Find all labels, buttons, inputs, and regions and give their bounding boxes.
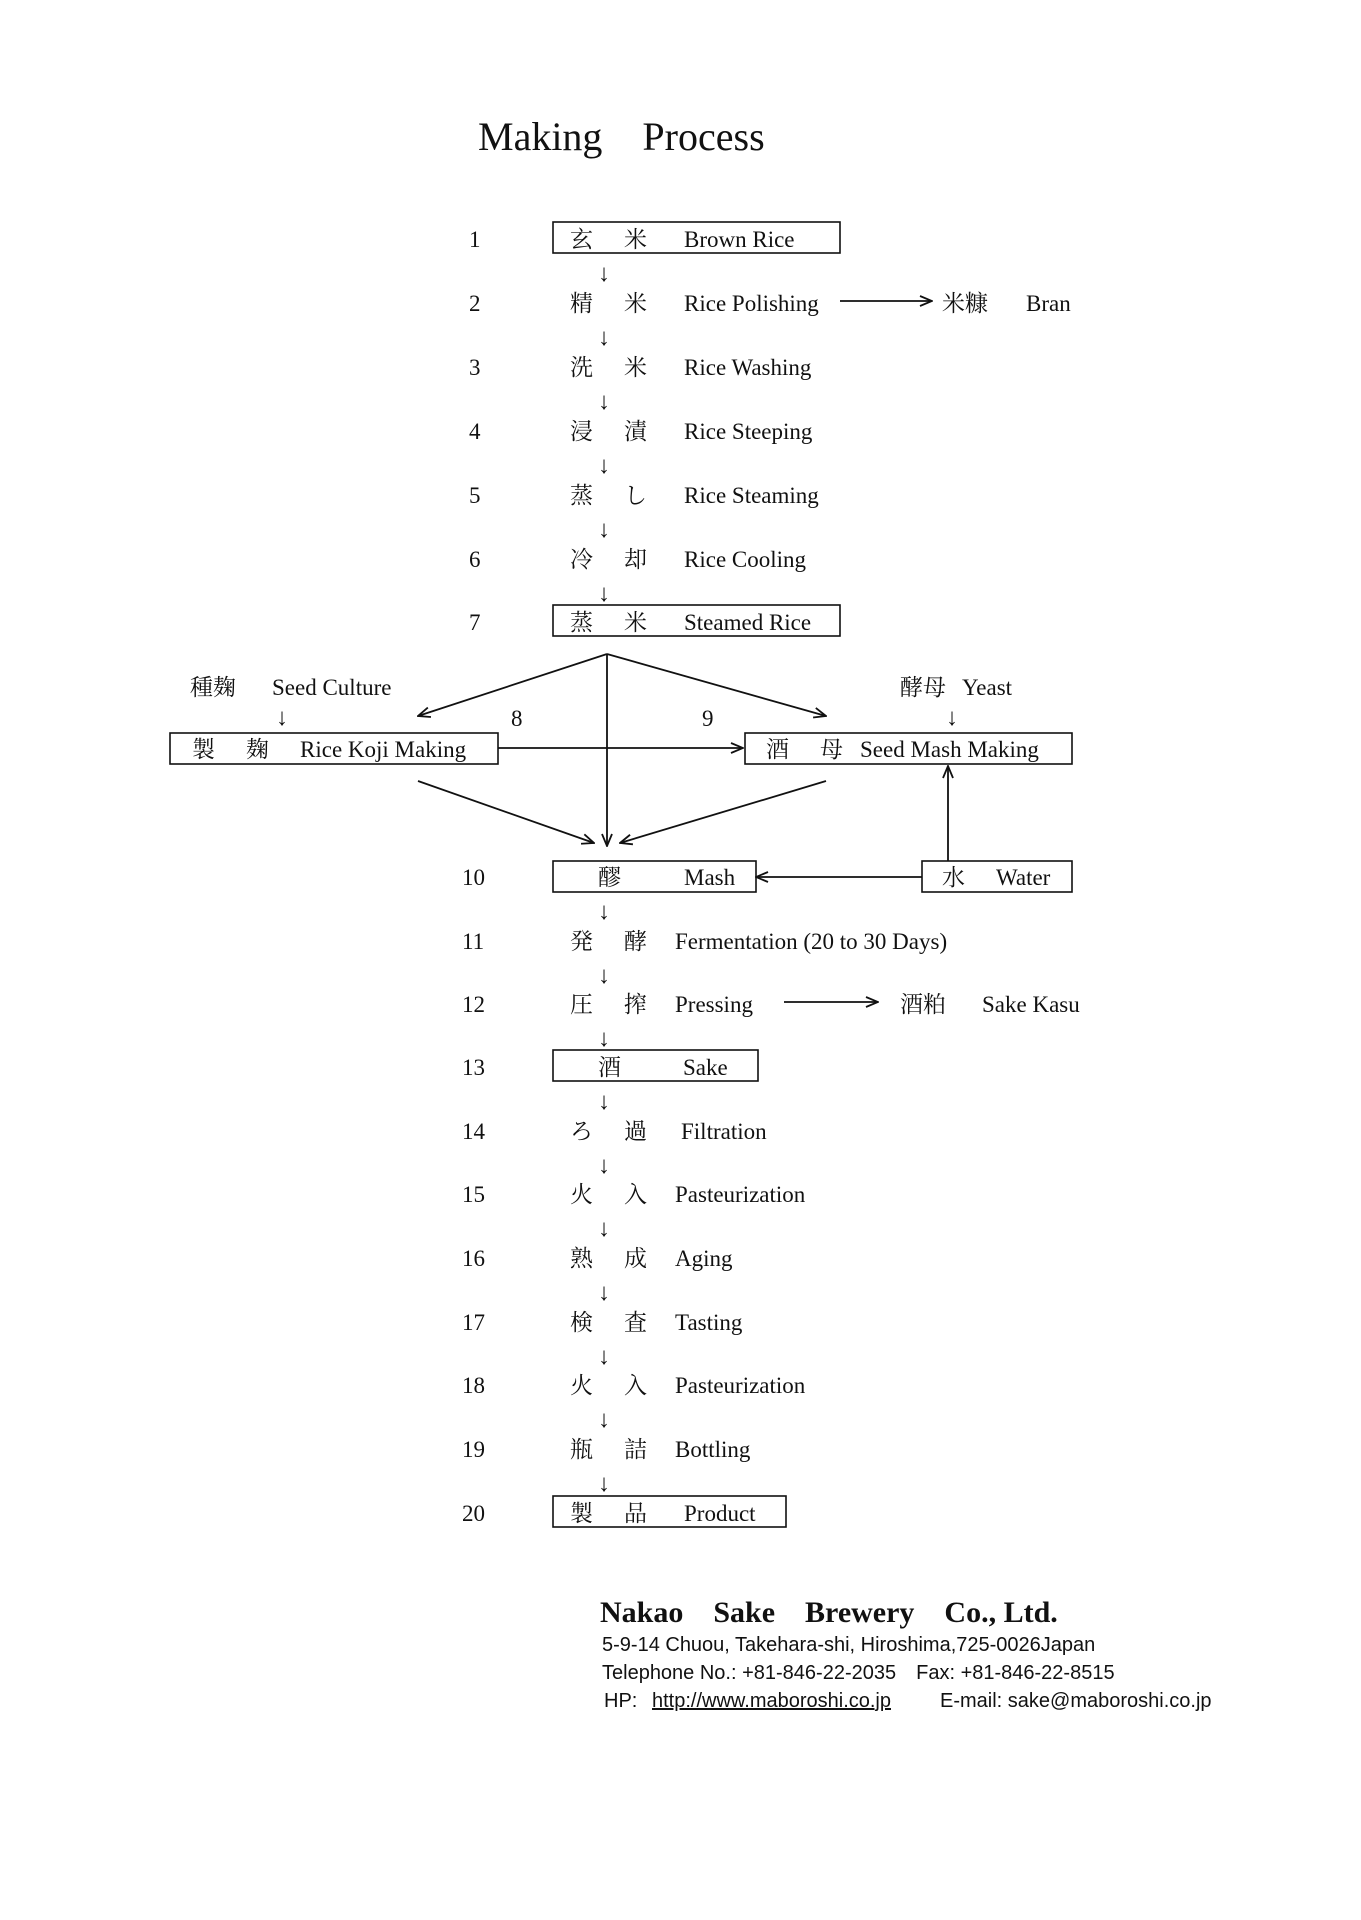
step-jp-2: 漬 (624, 419, 647, 444)
water-jp: 水 (942, 865, 965, 890)
step-19 (462, 1437, 751, 1462)
step-en: Pasteurization (675, 1182, 806, 1207)
down-arrow: ↓ (598, 1153, 610, 1179)
step-17 (462, 1310, 743, 1335)
down-arrow: ↓ (598, 1344, 610, 1370)
step-jp-2: 入 (624, 1182, 647, 1207)
step-en: Rice Steeping (684, 419, 813, 444)
step-en: Brown Rice (684, 227, 795, 252)
step-number: 13 (462, 1055, 485, 1080)
bran-en: Bran (1026, 291, 1071, 316)
step-number: 5 (469, 483, 481, 508)
step-number: 16 (462, 1246, 485, 1271)
step-jp-2: 査 (624, 1310, 647, 1335)
step-jp-2: 過 (624, 1119, 647, 1144)
step-jp-2: し (624, 483, 647, 508)
down-arrow: ↓ (598, 963, 610, 989)
step-number: 6 (469, 547, 481, 572)
arrow-to-seed-mash (607, 654, 826, 716)
step-18 (462, 1373, 806, 1398)
step-number: 4 (469, 419, 481, 444)
step-jp-2: 米 (624, 291, 647, 316)
step-7 (469, 605, 840, 636)
process-steps (462, 222, 947, 1527)
step-en: Mash (684, 865, 736, 890)
seed-culture-jp: 種麹 (190, 675, 236, 700)
down-arrow: ↓ (598, 1026, 610, 1052)
step-jp-2: 詰 (624, 1437, 647, 1462)
step-16 (462, 1246, 733, 1271)
step-jp-1: 発 (570, 929, 593, 954)
company-email[interactable]: E-mail: sake@maboroshi.co.jp (940, 1690, 1212, 1712)
step-11 (462, 929, 947, 954)
step-3 (469, 355, 812, 380)
step-number: 12 (462, 992, 485, 1017)
step-en: Rice Cooling (684, 547, 807, 572)
seed-mash-step-number: 9 (702, 706, 714, 731)
down-arrow: ↓ (598, 325, 610, 351)
step-12 (462, 992, 753, 1017)
step-number: 17 (462, 1310, 485, 1335)
step-jp-2: 品 (624, 1501, 647, 1526)
step-10 (462, 861, 756, 892)
step-jp-1: 蒸 (570, 483, 593, 508)
step-5 (469, 483, 819, 508)
step-en: Tasting (675, 1310, 743, 1335)
step-jp-2: 米 (624, 227, 647, 252)
step-number: 7 (469, 610, 481, 635)
step-jp-1: 精 (570, 291, 593, 316)
step-number: 15 (462, 1182, 485, 1207)
step-jp-1: ろ (570, 1119, 593, 1144)
water-en: Water (996, 865, 1051, 890)
seed-mash-jp-2: 母 (820, 737, 843, 762)
step-13 (462, 1050, 758, 1081)
step-jp-1: 熟 (570, 1246, 593, 1271)
step-en: Sake (683, 1055, 728, 1080)
step-jp-1: 圧 (570, 992, 593, 1017)
bran-jp: 米糠 (942, 291, 988, 316)
step-jp-1: 浸 (570, 419, 593, 444)
sake-kasu-en: Sake Kasu (982, 992, 1080, 1017)
down-arrow: ↓ (598, 1407, 610, 1433)
koji-en: Rice Koji Making (300, 737, 467, 762)
seed-culture-en: Seed Culture (272, 675, 392, 700)
step-jp-2: 却 (624, 547, 647, 572)
step-en: Rice Washing (684, 355, 812, 380)
down-arrow: ↓ (598, 1280, 610, 1306)
page-title: Making Process (478, 114, 765, 159)
company-hp-link[interactable]: http://www.maboroshi.co.jp (652, 1690, 891, 1712)
down-arrow: ↓ (598, 1089, 610, 1115)
step-14 (462, 1119, 767, 1144)
arrow-seed-mash-to-mash (620, 781, 826, 843)
yeast-jp: 酵母 (900, 675, 946, 700)
step-jp-2: 酵 (624, 929, 647, 954)
company-hp-label: HP: (604, 1690, 638, 1712)
seed-culture-down-arrow: ↓ (276, 705, 288, 731)
step-jp-2: 搾 (624, 992, 647, 1017)
step-en: Steamed Rice (684, 610, 812, 635)
yeast-down-arrow: ↓ (946, 705, 958, 731)
down-arrow: ↓ (598, 899, 610, 925)
step-en: Rice Steaming (684, 483, 819, 508)
step-jp-1: 蒸 (570, 610, 593, 635)
step-jp-1: 火 (570, 1373, 593, 1398)
step-number: 2 (469, 291, 481, 316)
step-jp: 醪 (598, 865, 621, 890)
step-en: Pressing (675, 992, 753, 1017)
seed-mash-jp-1: 酒 (766, 737, 789, 762)
step-1 (469, 222, 840, 253)
step-number: 10 (462, 865, 485, 890)
koji-jp-2: 麹 (246, 737, 269, 762)
step-20 (462, 1496, 786, 1527)
step-jp: 酒 (598, 1055, 621, 1080)
step-number: 14 (462, 1119, 485, 1144)
step-en: Pasteurization (675, 1373, 806, 1398)
company-address: 5-9-14 Chuou, Takehara-shi, Hiroshima,725-0026Japan (602, 1634, 1096, 1656)
step-number: 3 (469, 355, 481, 380)
step-number: 20 (462, 1501, 485, 1526)
step-en: Aging (675, 1246, 733, 1271)
koji-step-number: 8 (511, 706, 523, 731)
step-en: Rice Polishing (684, 291, 819, 316)
step-jp-1: 瓶 (570, 1437, 593, 1462)
step-en: Bottling (675, 1437, 751, 1462)
arrow-koji-to-mash (418, 781, 594, 843)
step-jp-1: 玄 (570, 227, 593, 252)
step-en: Fermentation (20 to 30 Days) (675, 929, 948, 954)
down-arrow: ↓ (598, 517, 610, 543)
seed-mash-en: Seed Mash Making (860, 737, 1039, 762)
step-4 (469, 419, 813, 444)
step-number: 18 (462, 1373, 485, 1398)
yeast-en: Yeast (962, 675, 1013, 700)
step-jp-1: 冷 (570, 547, 593, 572)
step-6 (469, 547, 807, 572)
step-jp-2: 成 (624, 1246, 647, 1271)
down-arrow: ↓ (598, 389, 610, 415)
step-jp-2: 米 (624, 610, 647, 635)
down-arrow: ↓ (598, 453, 610, 479)
koji-jp-1: 製 (192, 737, 215, 762)
step-jp-2: 入 (624, 1373, 647, 1398)
step-en: Product (684, 1501, 756, 1526)
step-en: Filtration (681, 1119, 767, 1144)
company-name: Nakao Sake Brewery Co., Ltd. (600, 1596, 1058, 1629)
step-number: 19 (462, 1437, 485, 1462)
company-telephone: Telephone No.: +81-846-22-2035 Fax: +81-846-22-8515 (602, 1662, 1115, 1684)
step-number: 11 (462, 929, 485, 954)
step-jp-2: 米 (624, 355, 647, 380)
step-number: 1 (469, 227, 481, 252)
step-2 (469, 291, 819, 316)
down-arrow: ↓ (598, 1216, 610, 1242)
down-arrow: ↓ (598, 581, 610, 607)
down-arrow: ↓ (598, 261, 610, 287)
step-jp-1: 製 (570, 1501, 593, 1526)
step-jp-1: 火 (570, 1182, 593, 1207)
step-jp-1: 検 (570, 1310, 593, 1335)
step-jp-1: 洗 (570, 355, 593, 380)
step-15 (462, 1182, 806, 1207)
down-arrow: ↓ (598, 1471, 610, 1497)
sake-kasu-jp: 酒粕 (900, 992, 946, 1017)
